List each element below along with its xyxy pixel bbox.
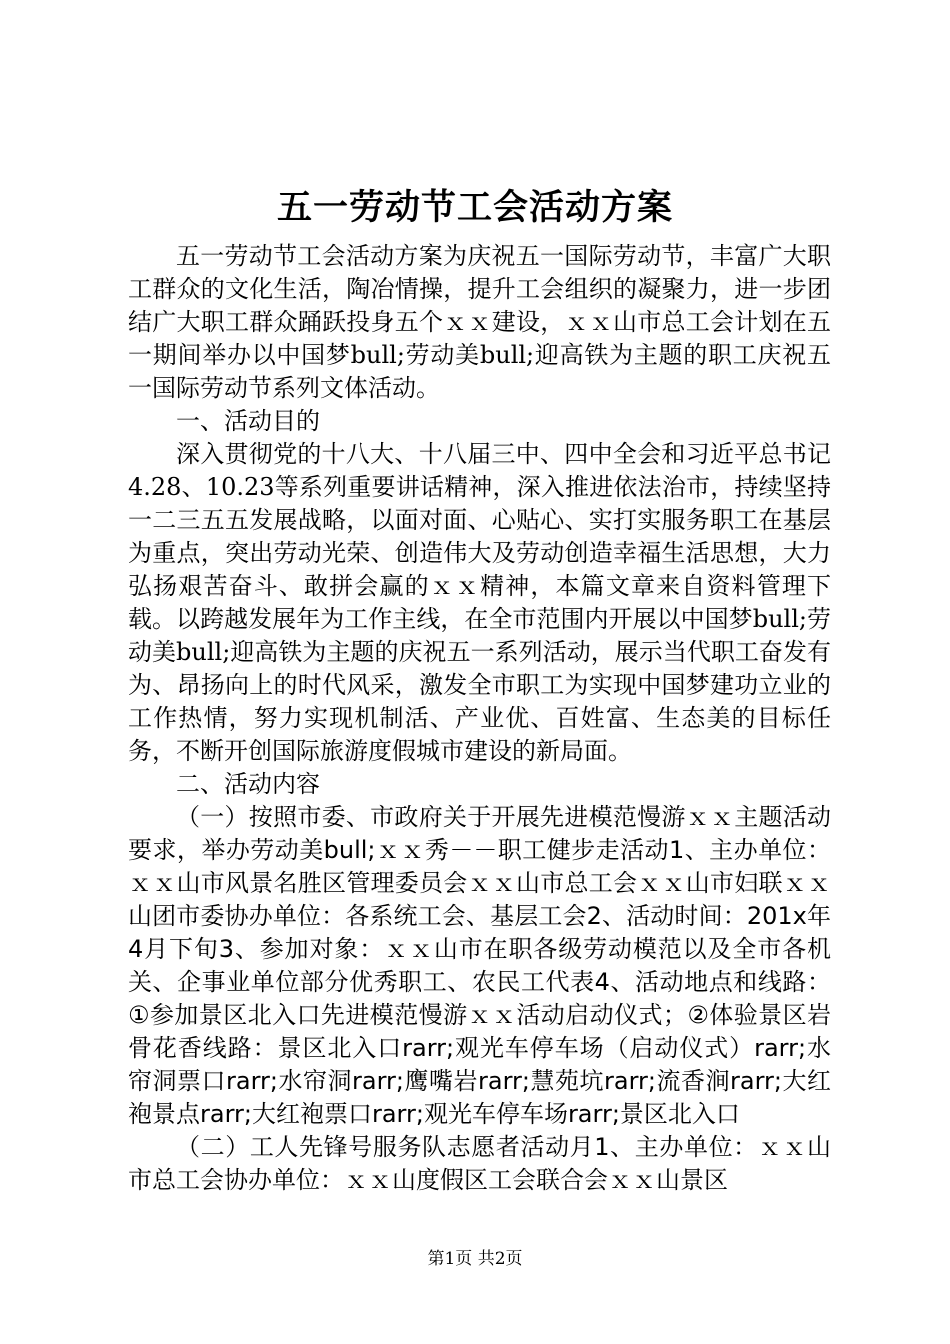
section1-paragraph: 深入贯彻党的十八大、十八届三中、四中全会和习近平总书记4.28、10.23等系列重要讲话精神，深入推进依法治市，持续坚持一二三五五发展战略，以面对面、心贴心、实打实服务职工在基层为重点，突出劳动光荣、创造伟大及劳动创造幸福生活思想，大力弘扬艰苦奋斗、敢拼会赢的ｘｘ精神，本篇文章来自资料管理下载。以跨越发展年为工作主线，在全市范围内开展以中国梦bull;劳动美bull;迎高铁为主题的庆祝五一系列活动，展示当代职工奋发有为、昂扬向上的时代风采，激发全市职工为实现中国梦建功立业的工作热情，努力实现机制活、产业优、百姓富、生态美的目标任务，不断开创国际旅游度假城市建设的新局面。: [128, 440, 831, 765]
intro-paragraph: 五一劳动节工会活动方案为庆祝五一国际劳动节，丰富广大职工群众的文化生活，陶冶情操，提升工会组织的凝聚力，进一步团结广大职工群众踊跃投身五个ｘｘ建设，ｘｘ山市总工会计划在五一期间举办以中国梦bull;劳动美bull;迎高铁为主题的职工庆祝五一国际劳动节系列文体活动。: [128, 242, 831, 402]
document-body: [128, 240, 831, 1197]
page-number-footer: 第1页 共2页: [427, 1249, 523, 1269]
document-title: 五一劳动节工会活动方案: [276, 187, 673, 228]
section1-heading: 一、活动目的: [176, 407, 320, 435]
section2-item2-paragraph: （二）工人先锋号服务队志愿者活动月1、主办单位：ｘｘ山市总工会协办单位：ｘｘ山度假区工会联合会ｘｘ山景区: [128, 1133, 831, 1194]
section2-item1-paragraph: （一）按照市委、市政府关于开展先进模范慢游ｘｘ主题活动要求，举办劳动美bull;ｘｘ秀－－职工健步走活动1、主办单位：ｘｘ山市风景名胜区管理委员会ｘｘ山市总工会ｘｘ山市妇联ｘｘ山团市委协办单位：各系统工会、基层工会2、活动时间：201x年4月下旬3、参加对象：ｘｘ山市在职各级劳动模范以及全市各机关、企事业单位部分优秀职工、农民工代表4、活动地点和线路：①参加景区北入口先进模范慢游ｘｘ活动启动仪式；②体验景区岩骨花香线路：景区北入口rarr;观光车停车场（启动仪式）rarr;水帘洞票口rarr;水帘洞rarr;鹰嘴岩rarr;慧苑坑rarr;流香涧rarr;大红袍景点rarr;大红袍票口rarr;观光车停车场rarr;景区北入口: [128, 803, 831, 1128]
section2-heading: 二、活动内容: [176, 770, 320, 798]
